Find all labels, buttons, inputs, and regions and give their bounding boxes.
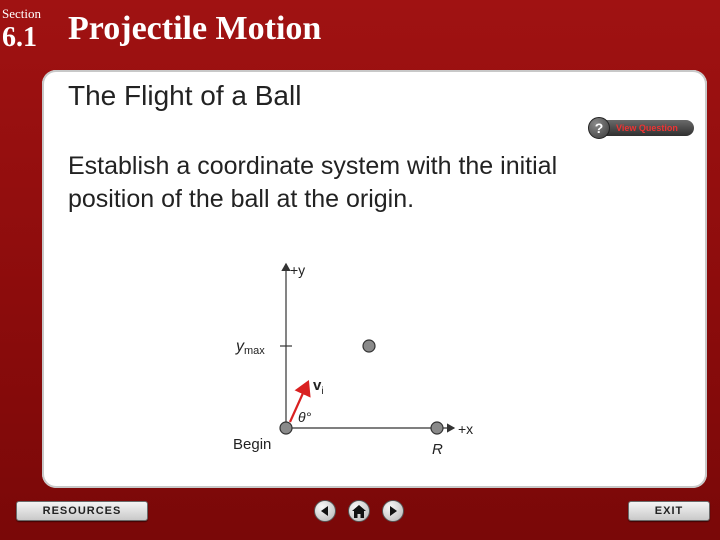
ymax-label: y [236,338,244,355]
y-axis-label: +y [290,262,306,278]
ball-peak [363,340,375,352]
slide-title: The Flight of a Ball [68,80,302,111]
projectile-diagram [220,250,490,465]
ymax-subscript: max [244,345,265,357]
begin-label: Begin [233,436,272,453]
view-question-label: View Question [604,120,694,136]
section-label: Section [2,6,41,21]
x-axis-label: +x [458,421,474,437]
velocity-subscript: i [321,386,324,397]
previous-button[interactable] [314,500,336,522]
svg-text:ymax [235,338,265,357]
body-text: Establish a coordinate system with the initial position of the ball at the origin. [68,152,558,213]
next-button[interactable] [382,500,404,522]
ball-land [431,422,443,434]
angle-label: θ° [298,409,312,425]
view-question-button[interactable] [588,117,698,139]
section-number: 6.1 [2,22,37,53]
right-arrow-icon [387,505,399,517]
chapter-title: Projectile Motion [68,10,322,47]
velocity-label: v [313,377,322,394]
home-icon [352,505,366,518]
question-icon: ? [588,117,610,139]
exit-button[interactable]: EXIT [628,501,710,521]
range-label: R [432,441,443,458]
ball-start [280,422,292,434]
resources-button[interactable]: RESOURCES [16,501,148,521]
home-button[interactable] [348,500,370,522]
svg-text:vi [313,377,324,397]
left-arrow-icon [319,505,331,517]
